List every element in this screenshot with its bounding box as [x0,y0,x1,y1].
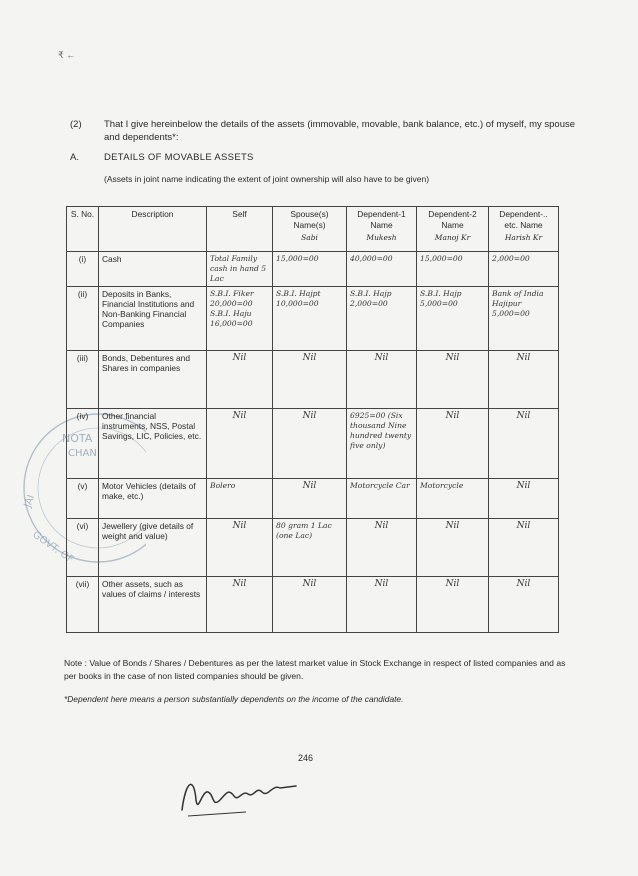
cell-self: Bolero [207,479,273,519]
cell-dependent-2: Motorcycle [417,479,489,519]
table-row [67,252,559,287]
intro-number: (2) [70,119,82,130]
row-sno: (iii) [67,351,99,409]
row-description: Deposits in Banks, Financial Institutions and Non-Banking Financial Companies [99,287,207,351]
cell-dependent-2: 15,000=00 [417,252,489,287]
section-subtitle: (Assets in joint name indicating the extent of joint ownership will also have to be given) [104,174,430,184]
table-row [67,409,559,479]
cell-spouse: Nil [273,479,347,519]
header-dependent-1 [347,207,417,252]
cell-spouse: 15,000=00 [273,252,347,287]
section-title: DETAILS OF MOVABLE ASSETS [104,152,254,163]
row-description: Bonds, Debentures and Shares in companies [99,351,207,409]
header-dependent-3-label: Dependent-.. etc. Name [499,209,548,230]
cell-spouse: Nil [273,577,347,633]
cell-dependent-2: Nil [417,577,489,633]
row-description: Other financial instruments, NSS, Postal Savings, LIC, Policies, etc. [99,409,207,479]
cell-spouse: 80 gram 1 Lac (one Lac) [273,519,347,577]
header-dependent-2-name: Manoj Kr [434,233,471,242]
cell-spouse: S.B.I. Hajpt 10,000=00 [273,287,347,351]
cell-self: Nil [207,577,273,633]
note-market-value: Note : Value of Bonds / Shares / Debentures as per the latest market value in Stock Exchange in respect of listed companies and as per books in the case of non listed companies should be given. [64,658,566,681]
header-dependent-2 [417,207,489,252]
cell-dependent-1: S.B.I. Hajp 2,000=00 [347,287,417,351]
intro-text: That I give hereinbelow the details of the assets (immovable, movable, bank balance, etc.) of myself, my spouse and dependents*: [104,119,576,143]
header-dependent-3 [489,207,559,252]
cell-dependent-1: Nil [347,351,417,409]
table-header-row [67,207,559,252]
cell-self: Nil [207,519,273,577]
header-dependent-2-label: Dependent-2 Name [428,209,477,230]
cell-dependent-2: Nil [417,409,489,479]
header-dependent-1-name: Mukesh [366,233,397,242]
cell-dependent-2: Nil [417,351,489,409]
row-sno: (v) [67,479,99,519]
header-spouse [273,207,347,252]
header-spouse-name: Sabi [301,233,318,242]
stamp-text-middle: CHAN [68,448,97,459]
row-sno: (vii) [67,577,99,633]
cell-dependent-1: 6925=00 (Six thousand Nine hundred twenty five only) [347,409,417,479]
cell-dependent-1: Motorcycle Car [347,479,417,519]
row-sno: (iv) [67,409,99,479]
cell-dependent-3: Nil [489,519,559,577]
cell-dependent-3: Nil [489,479,559,519]
cell-spouse: Nil [273,351,347,409]
cell-dependent-3: Bank of India Hajipur 5,000=00 [489,287,559,351]
cell-dependent-1: 40,000=00 [347,252,417,287]
section-label: A. [70,152,79,163]
cell-self: Nil [207,409,273,479]
cell-dependent-2: S.B.I. Hajp 5,000=00 [417,287,489,351]
note-dependent-definition: *Dependent here means a person substantially dependents on the income of the candidate. [64,694,404,704]
cell-dependent-3: 2,000=00 [489,252,559,287]
movable-assets-table [66,206,559,633]
cell-dependent-3: Nil [489,351,559,409]
cell-spouse: Nil [273,409,347,479]
table-row [67,479,559,519]
row-sno: (ii) [67,287,99,351]
stamp-text-left: JAI [22,493,38,510]
table-row [67,519,559,577]
header-spouse-label: Spouse(s) Name(s) [290,209,329,230]
table-row [67,577,559,633]
header-self: Self [207,207,273,252]
header-description: Description [99,207,207,252]
row-sno: (vi) [67,519,99,577]
row-description: Motor Vehicles (details of make, etc.) [99,479,207,519]
stamp-text-bottom: GOVT. OF [30,529,76,566]
page-number: 246 [298,753,314,763]
signature [176,770,306,820]
stamp-text-top: NOTA [62,432,93,445]
table-row [67,287,559,351]
cell-dependent-1: Nil [347,519,417,577]
cell-self: S.B.I. Fiker 20,000=00 S.B.I. Haju 16,000=00 [207,287,273,351]
cell-dependent-2: Nil [417,519,489,577]
cell-self: Total Family cash in hand 5 Lac [207,252,273,287]
corner-mark: ₹ ← [58,50,76,60]
row-sno: (i) [67,252,99,287]
cell-dependent-3: Nil [489,409,559,479]
cell-dependent-3: Nil [489,577,559,633]
row-description: Jewellery (give details of weight and value) [99,519,207,577]
cell-dependent-1: Nil [347,577,417,633]
cell-self: Nil [207,351,273,409]
header-dependent-1-label: Dependent-1 Name [357,209,406,230]
header-sno: S. No. [67,207,99,252]
row-description: Other assets, such as values of claims / interests [99,577,207,633]
table-row [67,351,559,409]
row-description: Cash [99,252,207,287]
header-dependent-3-name: Harish Kr [504,233,543,242]
